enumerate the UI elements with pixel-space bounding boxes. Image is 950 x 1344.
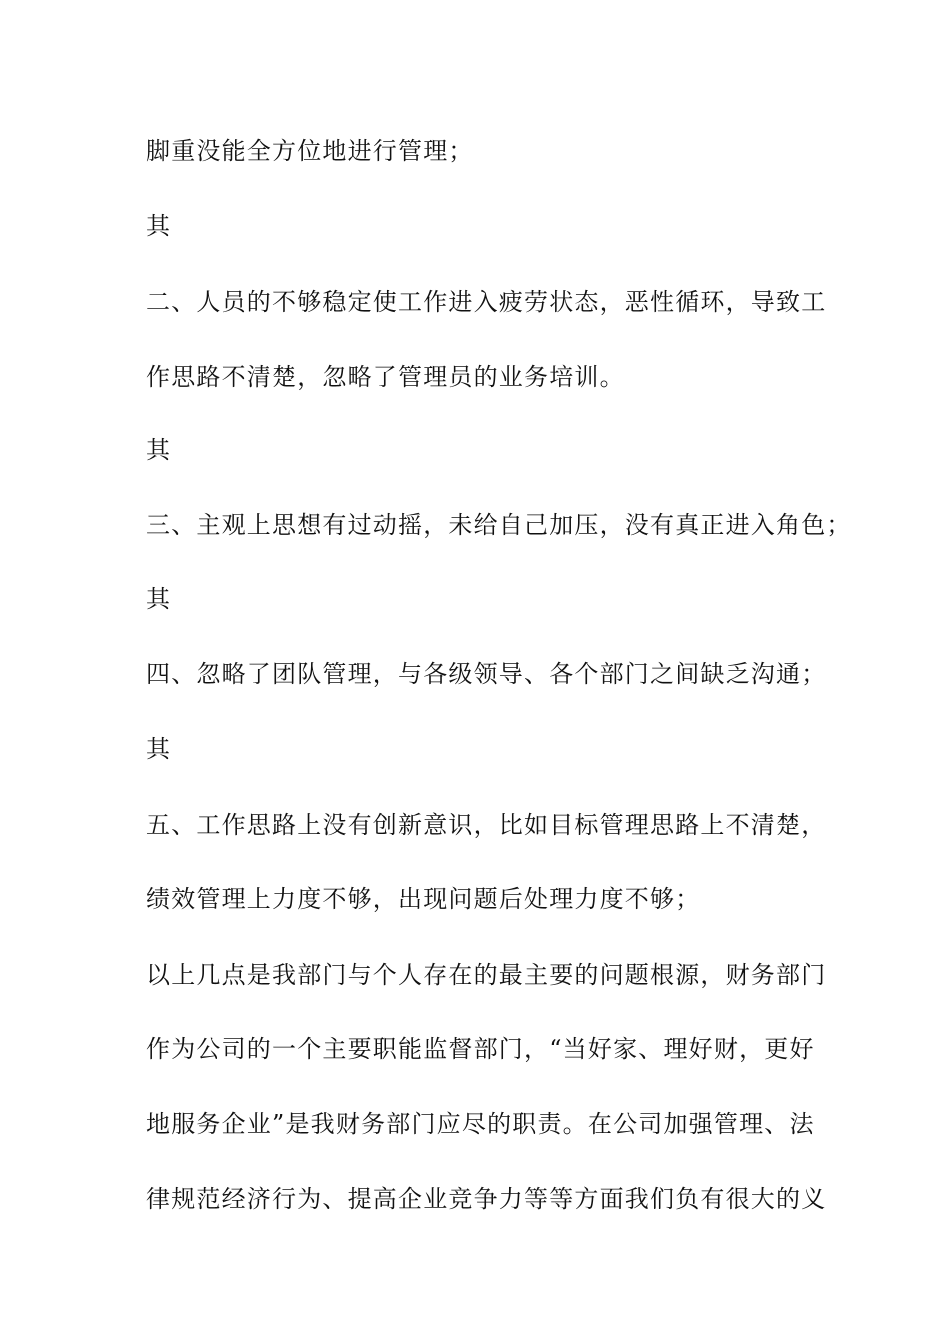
text-line: 律规范经济行为、提高企业竞争力等等方面我们负有很大的义 [146,1185,827,1213]
text-line: 三、主观上思想有过动摇，未给自己加压，没有真正进入角色； [146,511,852,539]
text-line: 其 [146,212,172,240]
text-line: 脚重没能全方位地进行管理； [146,137,474,165]
text-line: 其 [146,735,172,763]
text-line: 四、忽略了团队管理，与各级领导、各个部门之间缺乏沟通； [146,660,827,688]
text-line: 作为公司的一个主要职能监督部门，“当好家、理好财，更好 [146,1035,815,1063]
text-line: 以上几点是我部门与个人存在的最主要的问题根源，财务部门 [146,961,827,989]
text-line: 其 [146,585,172,613]
text-line: 作思路不清楚，忽略了管理员的业务培训。 [146,363,625,391]
text-line: 地服务企业”是我财务部门应尽的职责。在公司加强管理、法 [146,1110,815,1138]
text-line: 其 [146,436,172,464]
text-line: 五、工作思路上没有创新意识，比如目标管理思路上不清楚， [146,811,827,839]
text-line: 绩效管理上力度不够，出现问题后处理力度不够； [146,885,701,913]
text-line: 二、人员的不够稳定使工作进入疲劳状态，恶性循环，导致工 [146,288,827,316]
